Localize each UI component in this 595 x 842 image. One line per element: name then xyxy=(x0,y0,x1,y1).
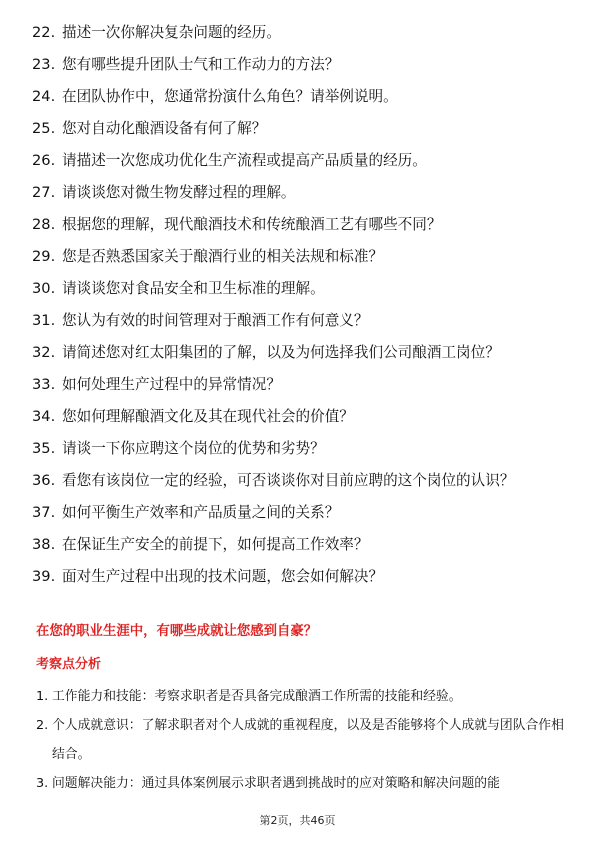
question-list xyxy=(32,22,572,598)
analysis-number: 3. xyxy=(36,776,49,791)
question-number: 25. xyxy=(32,120,56,137)
question-item xyxy=(32,118,572,140)
question-item xyxy=(32,86,572,108)
question-number: 22. xyxy=(32,24,56,41)
question-number: 37. xyxy=(32,504,56,521)
question-text: 如何处理生产过程中的异常情况？ xyxy=(62,376,281,393)
question-number: 27. xyxy=(32,184,56,201)
question-text: 在团队协作中，您通常扮演什么角色？请举例说明。 xyxy=(62,88,398,105)
question-item xyxy=(32,342,572,364)
analysis-item xyxy=(36,769,566,798)
question-number: 23. xyxy=(32,56,56,73)
question-item xyxy=(32,438,572,460)
question-text: 您如何理解酿酒文化及其在现代社会的价值？ xyxy=(62,408,354,425)
question-item xyxy=(32,182,572,204)
question-number: 36. xyxy=(32,472,56,489)
question-item xyxy=(32,214,572,236)
analysis-text: 工作能力和技能：考察求职者是否具备完成酿酒工作所需的技能和经验。 xyxy=(52,689,462,704)
question-text: 请谈谈您对食品安全和卫生标准的理解。 xyxy=(62,280,325,297)
question-number: 32. xyxy=(32,344,56,361)
question-item xyxy=(32,54,572,76)
analysis-heading: 考察点分析 xyxy=(36,657,102,672)
question-text: 在保证生产安全的前提下，如何提高工作效率？ xyxy=(62,536,369,553)
question-number: 35. xyxy=(32,440,56,457)
question-item xyxy=(32,22,572,44)
highlight-question: 在您的职业生涯中，有哪些成就让您感到自豪？ xyxy=(36,624,318,639)
question-text: 您有哪些提升团队士气和工作动力的方法？ xyxy=(62,56,340,73)
question-text: 请谈谈您对微生物发酵过程的理解。 xyxy=(62,184,296,201)
analysis-item xyxy=(36,682,566,711)
question-item xyxy=(32,278,572,300)
question-item xyxy=(32,406,572,428)
question-text: 看您有该岗位一定的经验，可否谈谈你对目前应聘的这个岗位的认识？ xyxy=(62,472,515,489)
question-number: 39. xyxy=(32,568,56,585)
question-item xyxy=(32,566,572,588)
question-number: 33. xyxy=(32,376,56,393)
question-item xyxy=(32,502,572,524)
question-item xyxy=(32,374,572,396)
page-footer: 第2页，共46页 xyxy=(259,814,336,827)
question-item xyxy=(32,470,572,492)
analysis-text: 问题解决能力：通过具体案例展示求职者遇到挑战时的应对策略和解决问题的能 xyxy=(52,776,500,791)
question-text: 请谈一下你应聘这个岗位的优势和劣势？ xyxy=(62,440,325,457)
question-number: 28. xyxy=(32,216,56,233)
analysis-number: 1. xyxy=(36,689,49,704)
question-text: 您是否熟悉国家关于酿酒行业的相关法规和标准？ xyxy=(62,248,384,265)
analysis-list xyxy=(36,682,566,798)
question-item xyxy=(32,150,572,172)
question-number: 31. xyxy=(32,312,56,329)
analysis-item xyxy=(36,711,566,769)
question-text: 描述一次你解决复杂问题的经历。 xyxy=(62,24,281,41)
question-text: 面对生产过程中出现的技术问题，您会如何解决？ xyxy=(62,568,384,585)
question-text: 根据您的理解，现代酿酒技术和传统酿酒工艺有哪些不同？ xyxy=(62,216,442,233)
question-number: 24. xyxy=(32,88,56,105)
analysis-text: 个人成就意识：了解求职者对个人成就的重视程度，以及是否能够将个人成就与团队合作相结合。 xyxy=(52,718,564,762)
question-number: 30. xyxy=(32,280,56,297)
question-number: 38. xyxy=(32,536,56,553)
question-text: 您对自动化酿酒设备有何了解？ xyxy=(62,120,267,137)
question-number: 26. xyxy=(32,152,56,169)
question-number: 29. xyxy=(32,248,56,265)
question-number: 34. xyxy=(32,408,56,425)
question-text: 如何平衡生产效率和产品质量之间的关系？ xyxy=(62,504,340,521)
question-item xyxy=(32,310,572,332)
question-text: 您认为有效的时间管理对于酿酒工作有何意义？ xyxy=(62,312,369,329)
question-text: 请描述一次您成功优化生产流程或提高产品质量的经历。 xyxy=(62,152,427,169)
question-item xyxy=(32,246,572,268)
question-item xyxy=(32,534,572,556)
question-text: 请简述您对红太阳集团的了解，以及为何选择我们公司酿酒工岗位？ xyxy=(62,344,500,361)
analysis-number: 2. xyxy=(36,718,49,733)
